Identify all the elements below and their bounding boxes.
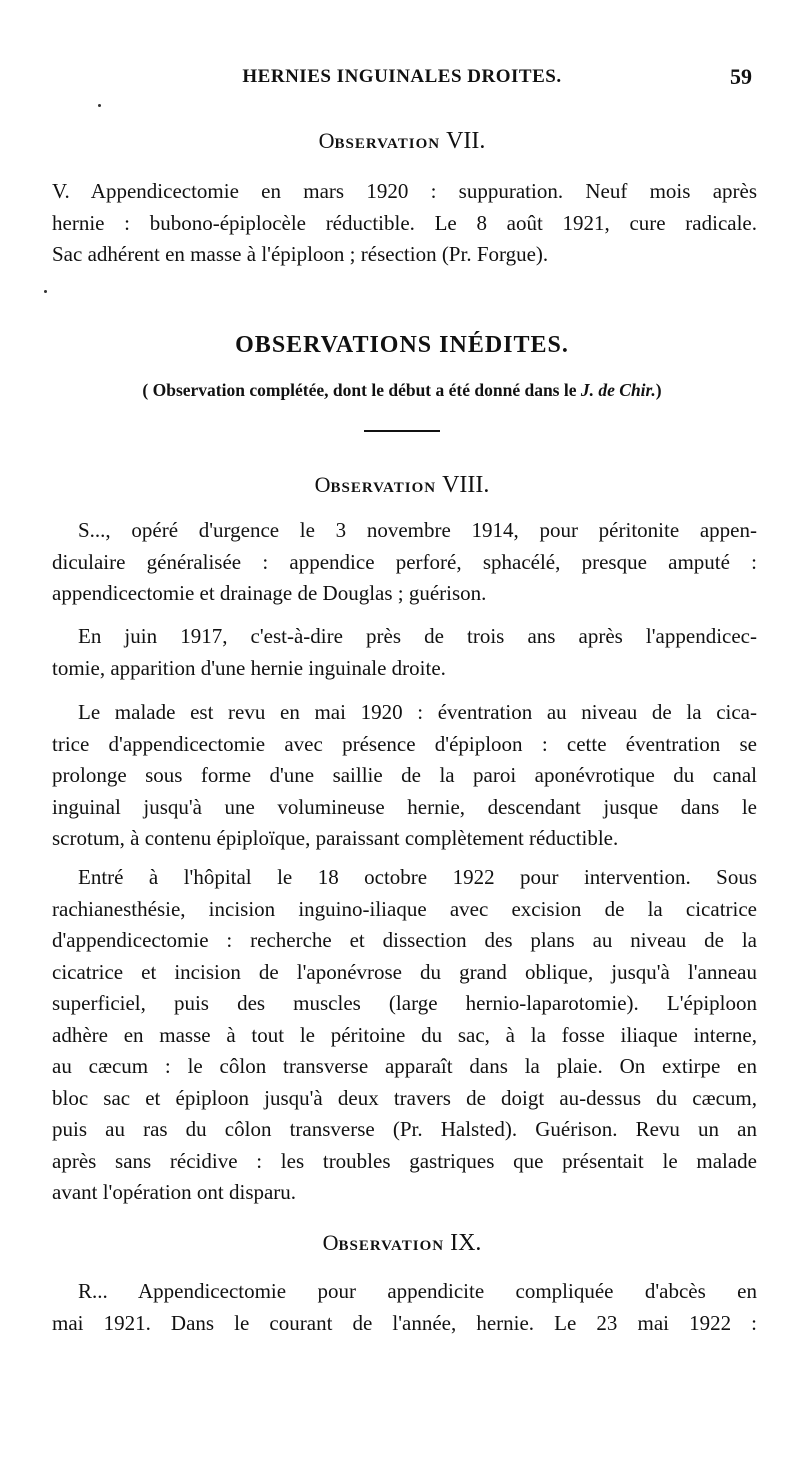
text-line: mai 1921. Dans le courant de l'année, hernie. Le 23 mai 1922 :: [52, 1310, 757, 1335]
text-line: puis au ras du côlon transverse (Pr. Halsted). Guérison. Revu un an: [52, 1117, 757, 1141]
running-head: [52, 62, 752, 92]
observation-9-heading: [52, 1230, 752, 1257]
heading-initial: O: [318, 128, 335, 153]
observation-8-heading: [52, 472, 752, 499]
observation-8-paragraph-2: [52, 621, 757, 684]
section-divider: [364, 430, 440, 432]
text-line: avant l'opération ont disparu.: [52, 1180, 297, 1204]
observation-8-paragraph-1: [52, 515, 757, 610]
text-line: superficiel, puis des muscles (large hernio-laparotomie). L'épiploon: [52, 991, 757, 1015]
section-title: OBSERVATIONS INÉDITES.: [235, 332, 569, 358]
text-line: diculaire généralisée : appendice perforé, sphacélé, presque amputé :: [52, 549, 757, 574]
text-line: après sans récidive : les troubles gastriques que présentait le malade: [52, 1148, 757, 1173]
text-line: Entré à l'hôpital le 18 octobre 1922 pour intervention. Sous: [78, 865, 757, 889]
observation-number: VII.: [446, 128, 486, 154]
text-line: R... Appendicectomie pour appendicite compliquée d'abcès en: [78, 1279, 757, 1303]
text-line: d'appendicectomie : recherche et dissection des plans au niveau de la: [52, 928, 757, 952]
running-title: HERNIES INGUINALES DROITES.: [242, 66, 562, 87]
observation-9-text: [52, 1276, 757, 1339]
heading-initial: O: [314, 472, 331, 497]
text-line: adhère en masse à tout le péritoine du sac, à la fosse iliaque interne,: [52, 1022, 757, 1047]
text-line: scrotum, à contenu épiploïque, paraissant complètement réductible.: [52, 826, 619, 850]
text-line: cicatrice et incision de l'aponévrose du grand oblique, jusqu'à l'anneau: [52, 959, 757, 984]
text-line: prolonge sous forme d'une saillie de la paroi aponévrotique du canal: [52, 763, 757, 787]
print-speck: [44, 290, 47, 293]
text-line: hernie : bubono-épiplocèle réductible. Le 8 août 1921, cure radicale.: [52, 210, 757, 235]
text-line: tomie, apparition d'une hernie inguinale droite.: [52, 655, 446, 680]
observation-number: VIII.: [442, 472, 490, 498]
text-line: appendicectomie et drainage de Douglas ; guérison.: [52, 581, 487, 605]
text-line: En juin 1917, c'est-à-dire près de trois ans après l'appendicec-: [78, 624, 757, 648]
text-line: au cæcum : le côlon transverse apparaît dans la plaie. On extirpe en: [52, 1054, 757, 1078]
observation-number: IX.: [450, 1230, 482, 1256]
heading-initial: O: [322, 1230, 339, 1255]
observation-7-text: [52, 176, 757, 271]
section-note-journal: J. de Chir.: [580, 380, 656, 400]
observation-8-paragraph-4: [52, 862, 757, 1209]
text-line: V. Appendicectomie en mars 1920 : suppuration. Neuf mois après: [52, 179, 757, 203]
text-line: inguinal jusqu'à une volumineuse hernie, descendant jusque dans le: [52, 794, 757, 819]
heading-smallcaps: BSERVATION: [334, 136, 441, 152]
section-note-suffix: ): [655, 380, 662, 400]
observation-8-paragraph-3: [52, 697, 757, 855]
text-line: rachianesthésie, incision inguino-iliaque avec excision de la cicatrice: [52, 896, 757, 921]
page-number: 59: [730, 64, 752, 89]
observation-7-heading: [52, 128, 752, 155]
text-line: bloc sac et épiploon jusqu'à deux travers de doigt au-dessus du cæcum,: [52, 1085, 757, 1110]
print-speck: [98, 104, 101, 107]
text-line: Le malade est revu en mai 1920 : éventration au niveau de la cica-: [78, 700, 757, 724]
text-line: trice d'appendicectomie avec présence d'épiploon : cette éventration se: [52, 731, 757, 756]
text-line: Sac adhérent en masse à l'épiploon ; résection (Pr. Forgue).: [52, 242, 549, 266]
section-note-prefix: ( Observation complétée, dont le début a été donné dans le: [142, 380, 581, 400]
section-note: [52, 380, 752, 401]
heading-smallcaps: BSERVATION: [338, 1238, 445, 1254]
heading-smallcaps: BSERVATION: [330, 480, 437, 496]
text-line: S..., opéré d'urgence le 3 novembre 1914, pour péritonite appen-: [78, 518, 757, 542]
